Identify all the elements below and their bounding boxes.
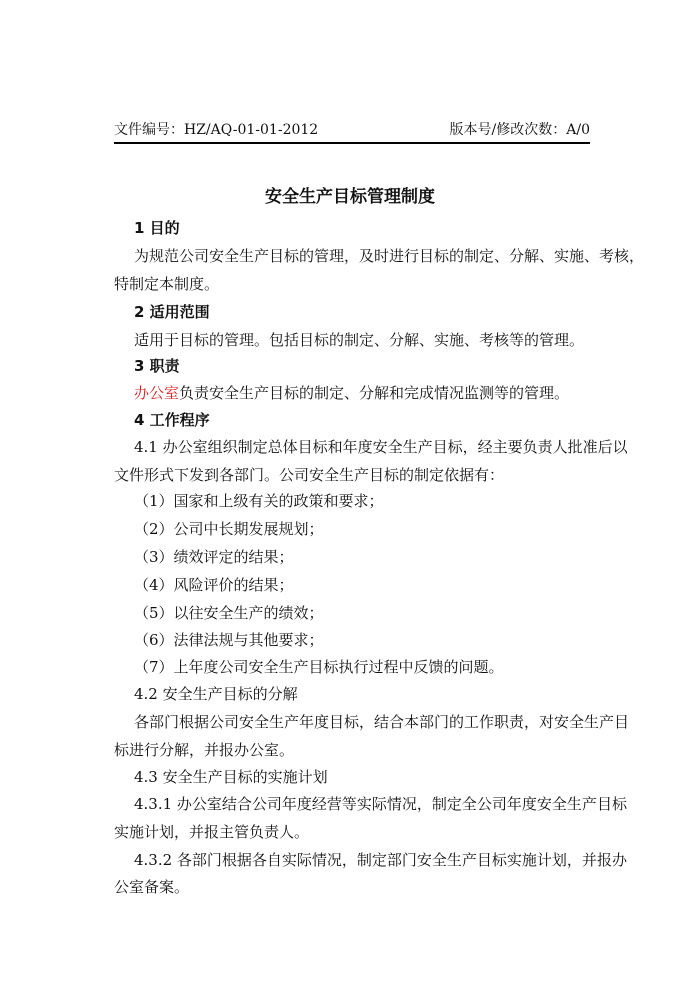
- purpose-text-line: 为规范公司安全生产目标的管理，及时进行目标的制定、分解、实施、考核，: [134, 247, 645, 265]
- purpose-text-line: 特制定本制度。: [114, 275, 220, 293]
- section-heading-responsibility: 3 职责: [134, 357, 180, 375]
- basis-item: （6）法律法规与其他要求；: [134, 631, 324, 649]
- procedure-4-2-line: 各部门根据公司安全生产年度目标，结合本部门的工作职责，对安全生产目: [134, 713, 630, 731]
- procedure-4-2-title: 4.2 安全生产目标的分解: [134, 685, 298, 703]
- section-heading-scope: 2 适用范围: [134, 303, 210, 321]
- document-title: 安全生产目标管理制度: [265, 187, 435, 207]
- scope-text: 适用于目标的管理。包括目标的制定、分解、实施、考核等的管理。: [134, 331, 585, 349]
- section-heading-procedure: 4 工作程序: [134, 411, 210, 429]
- version-number: 版本号/修改次数：A/0: [449, 122, 590, 138]
- procedure-4-2-line: 标进行分解，并报办公室。: [114, 741, 295, 759]
- document-number: 文件编号：HZ/AQ-01-01-2012: [114, 122, 319, 138]
- procedure-4-3-title: 4.3 安全生产目标的实施计划: [134, 768, 328, 786]
- basis-item: （4）风险评价的结果；: [134, 576, 294, 594]
- procedure-4-3-2-line: 公室备案。: [114, 878, 190, 896]
- basis-item: （1）国家和上级有关的政策和要求；: [134, 492, 384, 510]
- procedure-4-3-2-line: 4.3.2 各部门根据各自实际情况，制定部门安全生产目标实施计划，并报办: [134, 851, 627, 869]
- responsibility-rest: 负责安全生产目标的制定、分解和完成情况监测等的管理。: [179, 384, 570, 402]
- basis-item: （7）上年度公司安全生产目标执行过程中反馈的问题。: [134, 658, 504, 676]
- basis-item: （3）绩效评定的结果；: [134, 548, 294, 566]
- procedure-4-3-1-line: 实施计划，并报主管负责人。: [114, 823, 310, 841]
- procedure-4-3-1-line: 4.3.1 办公室结合公司年度经营等实际情况，制定全公司年度安全生产目标: [134, 795, 627, 813]
- responsibility-text: [134, 383, 569, 403]
- header-divider: [114, 142, 590, 144]
- section-heading-purpose: 1 目的: [134, 219, 180, 237]
- procedure-4-1-line: 4.1 办公室组织制定总体目标和年度安全生产目标，经主要负责人批准后以: [134, 438, 628, 456]
- office-highlight: 办公室: [134, 384, 180, 402]
- basis-item: （5）以往安全生产的绩效；: [134, 604, 324, 622]
- procedure-4-1-line: 文件形式下发到各部门。公司安全生产目标的制定依据有：: [114, 466, 505, 484]
- page-header: [114, 120, 590, 142]
- basis-item: （2）公司中长期发展规划；: [134, 520, 324, 538]
